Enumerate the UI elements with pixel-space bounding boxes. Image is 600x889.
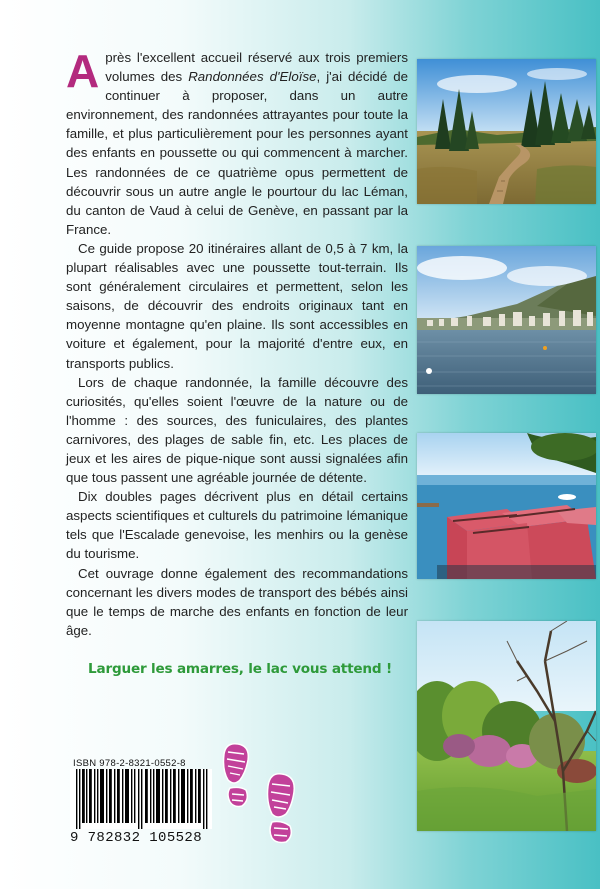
back-cover-text	[66, 45, 409, 640]
paragraph-double-pages: Dix doubles pages décrivent plus en détail certains aspects scientifiques et culturels du patrimoine lémanique tels que l'Escalade genevoise, les menhirs ou la genèse du tourisme.	[66, 489, 408, 562]
paragraph-intro: Après l'excellent accueil réservé aux trois premiers volumes des Randonnées d'Eloïse, j'ai décidé de continuer à proposer, dans un autre environnement, des randonnées attrayantes pour toute la famille, et plus particulièrement pour les personnes ayant des enfants en poussette ou qui commencent à marcher. Les randonnées de ce quatrième opus permettent de découvrir sous un autre angle le pourtour du lac Léman, du canton de Vaud à celui de Genève, en passant par la France.	[66, 45, 409, 237]
photo-meadow-path	[417, 59, 596, 204]
barcode-digits: 9 782832 105528	[70, 830, 203, 846]
isbn-number: ISBN 978-2-8321-0552-8	[73, 758, 186, 769]
paragraph-itineraries: Ce guide propose 20 itinéraires allant de 0,5 à 7 km, la plupart réalisables avec une poussette tout-terrain. Ils sont généralement circulaires et permettent, selon les saisons, de découvrir des endroits originaux tant en moyenne montagne qu'en plaine. Ils sont accessibles en voiture et également, pour la majorité d'entre eux, en transports publics.	[66, 240, 408, 371]
photo-lake-town	[417, 246, 596, 394]
paragraph-recommendations: Cet ouvrage donne également des recommandations concernant les divers modes de transport des bébés ainsi que le temps de marche des enfants en fonction de leur âge.	[66, 565, 408, 638]
barcode-icon	[70, 769, 212, 829]
tagline: Larguer les amarres, le lac vous attend !	[88, 661, 392, 677]
drop-cap: A	[66, 45, 100, 97]
paragraph-curiosities: Lors de chaque randonnée, la famille découvre des curiosités, qu'elles soient l'œuvre de la nature ou de l'homme : des sources, des funiculaires, des plantes carnivores, des plages de sable fin, etc. Les places de jeux et les aires de pique-nique sont aussi signalées afin que tous passent une agréable journée de détente.	[66, 374, 408, 486]
photo-spring-park	[417, 621, 596, 831]
book-series-title: Randonnées d'Eloïse	[188, 69, 317, 85]
isbn-barcode	[70, 758, 212, 846]
footprints-icon	[216, 740, 308, 852]
photo-pedal-boats	[417, 433, 596, 579]
